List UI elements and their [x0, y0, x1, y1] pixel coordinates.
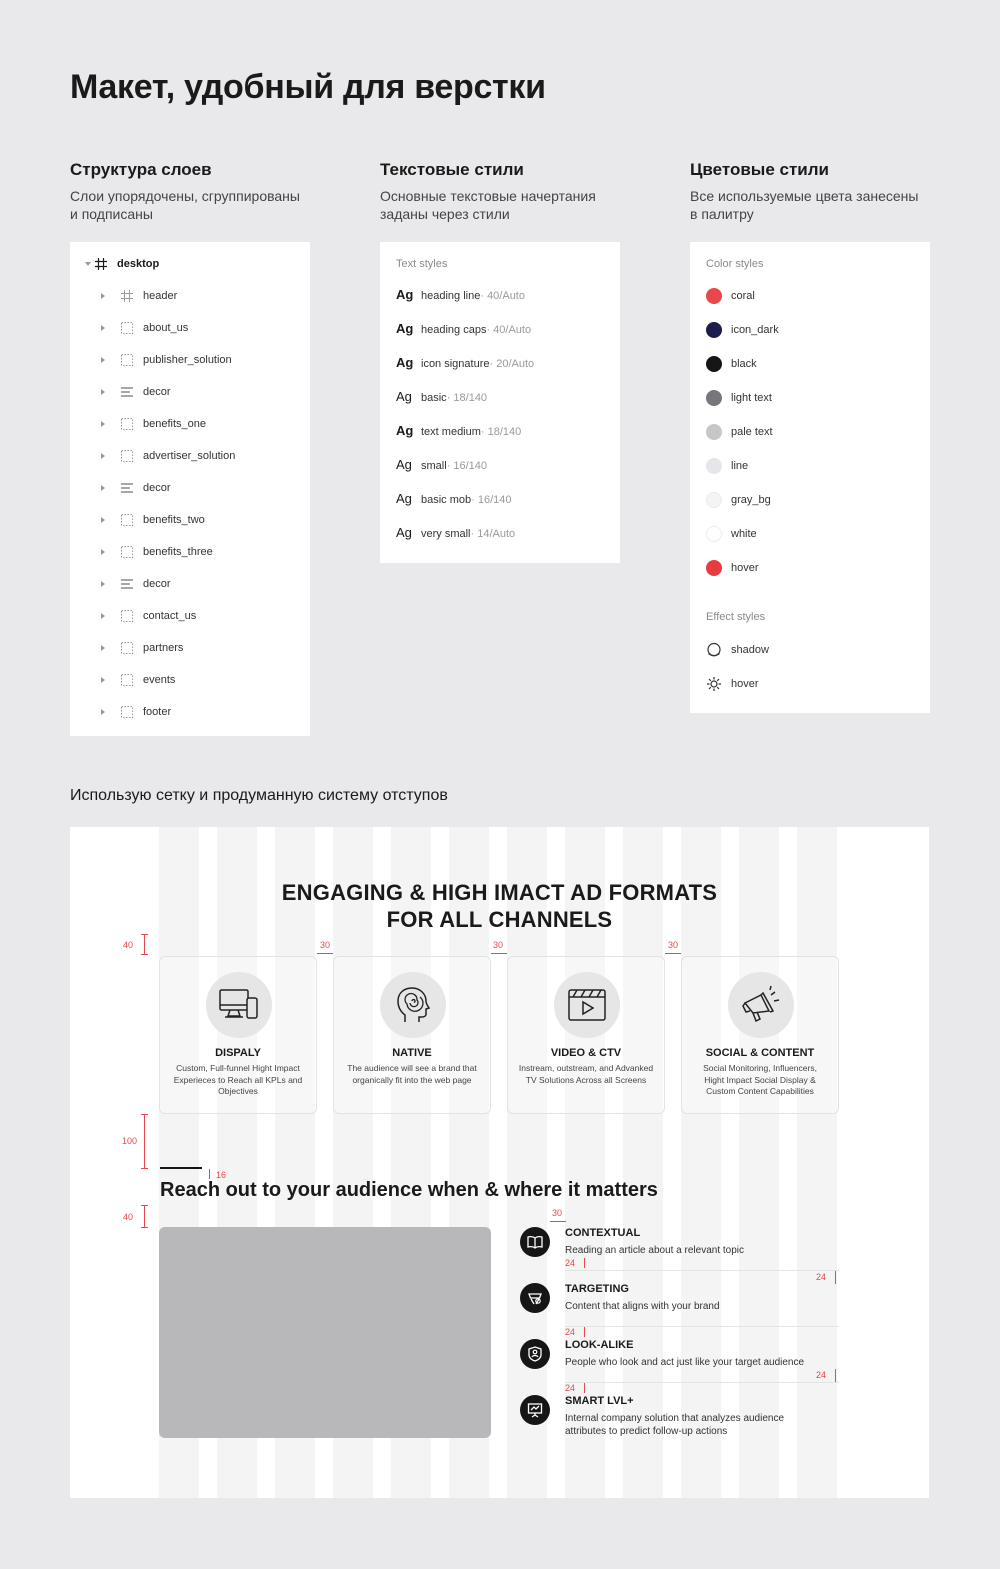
grid-section-title: Использую сетку и продуманную систему отступов — [70, 787, 448, 804]
layer-label: benefits_one — [143, 418, 206, 430]
card-description: The audience will see a brand that organically fit into the web page — [347, 1063, 477, 1085]
expand-arrow-icon[interactable] — [101, 357, 105, 363]
feature-divider — [565, 1270, 839, 1271]
ad-format-card[interactable] — [159, 956, 317, 1114]
layer-label: events — [143, 674, 176, 686]
expand-arrow-icon[interactable] — [101, 709, 105, 715]
group-icon — [121, 322, 133, 334]
color-style-item[interactable] — [706, 422, 773, 442]
feature-title: SMART LVL+ — [565, 1395, 634, 1407]
layer-label: header — [143, 290, 178, 302]
text-style-name: text medium — [421, 426, 481, 438]
sun-effect-icon — [706, 676, 722, 692]
expand-arrow-icon[interactable] — [101, 677, 105, 683]
feature-description: Content that aligns with your brand — [565, 1301, 720, 1312]
color-swatch — [706, 322, 722, 338]
text-style-item[interactable] — [396, 287, 525, 307]
section-title: Структура слоев — [70, 160, 212, 179]
section-color-styles-header — [690, 160, 930, 223]
spacing-marker — [141, 954, 148, 955]
layer-label: footer — [143, 706, 172, 718]
text-style-sample: Ag — [396, 355, 414, 370]
spacing-marker — [141, 1114, 148, 1115]
text-style-meta: · 18/140 — [480, 426, 522, 438]
spacing-label: 40 — [123, 1212, 134, 1222]
layer-label: benefits_three — [143, 546, 213, 558]
layer-label: contact_us — [143, 610, 197, 622]
spacing-marker — [209, 1169, 210, 1179]
group-icon — [121, 546, 133, 558]
text-style-meta: · 14/Auto — [470, 528, 516, 540]
gutter-marker — [665, 953, 681, 954]
spacing-marker — [141, 1168, 148, 1169]
layer-label: desktop — [117, 258, 160, 270]
color-style-name: hover — [731, 562, 759, 574]
expand-arrow-icon[interactable] — [101, 517, 105, 523]
text-style-sample: Ag — [396, 457, 412, 472]
color-swatch — [706, 560, 722, 576]
effect-style-hover[interactable] — [706, 674, 759, 694]
feature-divider — [565, 1382, 839, 1383]
layer-label: decor — [143, 578, 171, 590]
mock-reach-title: Reach out to your audience when & where it matters — [160, 1179, 658, 1201]
spacing-marker — [584, 1383, 585, 1393]
text-style-name: small — [421, 460, 447, 472]
color-swatch — [706, 526, 722, 542]
color-style-item[interactable] — [706, 354, 757, 374]
spacing-marker — [584, 1258, 585, 1268]
effect-name: shadow — [731, 644, 769, 656]
card-description: Instream, outstream, and Advanked TV Solutions Across all Screens — [518, 1063, 654, 1085]
layers-panel — [70, 242, 310, 736]
text-icon — [121, 578, 133, 590]
section-layers-header — [70, 160, 310, 223]
color-style-name: black — [731, 358, 757, 370]
color-style-name: gray_bg — [731, 494, 771, 506]
lookalike-icon — [520, 1339, 550, 1369]
gutter-label: 30 — [493, 940, 504, 950]
color-style-item[interactable] — [706, 320, 779, 340]
text-style-name: icon signature — [421, 358, 490, 370]
section-description: Слои упорядочены, сгруппированы и подписаны — [70, 188, 300, 222]
section-description: Основные текстовые начертания заданы через стили — [380, 188, 596, 222]
layer-label: advertiser_solution — [143, 450, 236, 462]
text-style-name: basic mob — [421, 494, 472, 506]
text-style-item[interactable] — [396, 457, 487, 477]
gutter-marker — [491, 953, 507, 954]
collapse-arrow-icon[interactable] — [85, 262, 91, 266]
ad-format-card[interactable] — [507, 956, 665, 1114]
spacing-label: 24 — [565, 1383, 576, 1393]
feature-title: LOOK-ALIKE — [565, 1339, 634, 1351]
text-style-meta: · 16/140 — [446, 460, 488, 472]
color-style-item[interactable] — [706, 524, 757, 544]
text-style-sample: Ag — [396, 287, 414, 302]
spacing-marker — [141, 1205, 148, 1206]
section-description: Все используемые цвета занесены в палитру — [690, 188, 919, 222]
spacing-marker — [144, 1205, 145, 1227]
book-icon — [520, 1227, 550, 1257]
text-style-meta: · 40/Auto — [480, 290, 525, 302]
frame-icon — [95, 258, 107, 270]
spacing-marker — [584, 1327, 585, 1337]
gutter-label: 30 — [320, 940, 331, 950]
text-style-meta: · 16/140 — [471, 494, 512, 506]
color-style-item[interactable] — [706, 490, 771, 510]
gutter-marker — [550, 1221, 566, 1222]
text-style-name: heading line — [421, 290, 481, 302]
color-style-item[interactable] — [706, 388, 772, 408]
color-style-item[interactable] — [706, 286, 755, 306]
text-style-item[interactable] — [396, 423, 521, 443]
text-icon — [121, 386, 133, 398]
section-text-styles-header — [380, 160, 620, 223]
panel-caption: Text styles — [396, 258, 448, 270]
color-swatch — [706, 288, 722, 304]
text-style-sample: Ag — [396, 525, 412, 540]
layer-label: decor — [143, 386, 171, 398]
spacing-marker — [141, 1227, 148, 1228]
color-swatch — [706, 390, 722, 406]
text-icon — [121, 482, 133, 494]
color-style-name: pale text — [731, 426, 773, 438]
color-style-name: white — [731, 528, 757, 540]
text-style-item[interactable] — [396, 491, 512, 511]
text-style-sample: Ag — [396, 423, 414, 438]
text-style-name: basic — [421, 392, 447, 404]
spacing-label: 24 — [565, 1258, 576, 1268]
expand-arrow-icon[interactable] — [101, 485, 105, 491]
card-title: DISPALY — [215, 1047, 261, 1059]
group-icon — [121, 642, 133, 654]
card-description: Custom, Full-funnel Hight Impact Experieces to Reach all KPLs and Objectives — [173, 1063, 303, 1096]
color-style-name: light text — [731, 392, 772, 404]
card-title: NATIVE — [392, 1047, 432, 1059]
layer-item[interactable] — [101, 702, 171, 722]
text-style-sample: Ag — [396, 491, 412, 506]
color-swatch — [706, 356, 722, 372]
color-swatch — [706, 492, 722, 508]
layer-item[interactable] — [101, 318, 188, 338]
layer-item[interactable] — [101, 638, 183, 658]
layer-root[interactable] — [85, 254, 159, 274]
feature-title: CONTEXTUAL — [565, 1227, 641, 1239]
spacing-marker — [835, 1369, 836, 1382]
spacing-marker — [144, 1114, 145, 1168]
expand-arrow-icon[interactable] — [101, 453, 105, 459]
text-style-name: very small — [421, 528, 471, 540]
feature-divider — [565, 1326, 839, 1327]
spacing-marker — [141, 934, 148, 935]
color-style-name: coral — [731, 290, 755, 302]
feature-title: TARGETING — [565, 1283, 629, 1295]
layer-item[interactable] — [101, 382, 171, 402]
layer-item[interactable] — [101, 542, 213, 562]
section-title: Текстовые стили — [380, 160, 524, 179]
layer-item[interactable] — [101, 350, 232, 370]
layer-label: benefits_two — [143, 514, 205, 526]
text-styles-panel — [380, 242, 620, 563]
group-icon — [121, 674, 133, 686]
text-style-sample: Ag — [396, 389, 412, 404]
expand-arrow-icon[interactable] — [101, 325, 105, 331]
card-description: Social Monitoring, Influencers, Hight Impact Social Display & Custom Content Capabilities — [703, 1063, 817, 1096]
feature-description: People who look and act just like your target audience — [565, 1357, 805, 1368]
color-style-item[interactable] — [706, 558, 759, 578]
page-title: Макет, удобный для верстки — [70, 68, 546, 106]
layer-label: publisher_solution — [143, 354, 232, 366]
color-swatch — [706, 458, 722, 474]
shadow-effect-icon — [706, 642, 722, 658]
spacing-label: 16 — [216, 1170, 227, 1180]
expand-arrow-icon[interactable] — [101, 581, 105, 587]
accent-line — [160, 1167, 202, 1169]
color-styles-panel — [690, 242, 930, 713]
head-spiral-icon — [380, 972, 446, 1038]
group-icon — [121, 418, 133, 430]
text-style-meta: · 20/Auto — [489, 358, 535, 370]
color-swatch — [706, 424, 722, 440]
spacing-marker — [835, 1271, 836, 1284]
effects-caption: Effect styles — [706, 611, 766, 623]
group-icon — [121, 514, 133, 526]
card-title: VIDEO & CTV — [550, 1047, 622, 1059]
layer-item[interactable] — [101, 606, 196, 626]
layer-item[interactable] — [101, 510, 205, 530]
monitor-phone-icon — [206, 972, 272, 1038]
text-style-meta: · 40/Auto — [486, 324, 532, 336]
ad-format-card[interactable] — [333, 956, 491, 1114]
layer-item[interactable] — [101, 478, 171, 498]
text-style-item[interactable] — [396, 321, 531, 341]
spacing-label: 100 — [122, 1136, 138, 1146]
group-icon — [121, 610, 133, 622]
text-style-item[interactable] — [396, 355, 534, 375]
gutter-label: 30 — [668, 940, 679, 950]
ad-format-card[interactable] — [681, 956, 839, 1114]
text-style-sample: Ag — [396, 321, 414, 336]
group-icon — [121, 354, 133, 366]
color-style-name: line — [731, 460, 749, 472]
expand-arrow-icon[interactable] — [101, 645, 105, 651]
megaphone-icon — [728, 972, 794, 1038]
expand-arrow-icon[interactable] — [101, 293, 105, 299]
layer-label: about_us — [143, 322, 189, 334]
color-style-item[interactable] — [706, 456, 748, 476]
presentation-icon — [520, 1395, 550, 1425]
expand-arrow-icon[interactable] — [101, 613, 105, 619]
text-style-meta: · 18/140 — [446, 392, 488, 404]
panel-caption: Color styles — [706, 258, 764, 270]
gutter-label: 30 — [552, 1208, 563, 1218]
layer-item[interactable] — [101, 446, 235, 466]
expand-arrow-icon[interactable] — [101, 389, 105, 395]
layer-item[interactable] — [101, 286, 177, 306]
group-icon — [121, 706, 133, 718]
frame-icon — [121, 290, 133, 302]
text-style-item[interactable] — [396, 389, 487, 409]
feature-description: Internal company solution that analyzes audience attributes to predict follow-up actions — [565, 1413, 785, 1437]
group-icon — [121, 450, 133, 462]
spacing-label: 24 — [565, 1327, 576, 1337]
section-title: Цветовые стили — [690, 160, 829, 179]
layer-label: decor — [143, 482, 171, 494]
mock-section-title: ENGAGING & HIGH IMACT AD FORMATS FOR ALL CHANNELS — [281, 880, 718, 932]
spacing-label: 24 — [816, 1370, 827, 1380]
layer-label: partners — [143, 642, 184, 654]
spacing-marker — [144, 934, 145, 954]
spacing-label: 24 — [816, 1272, 827, 1282]
expand-arrow-icon[interactable] — [101, 549, 105, 555]
text-style-name: heading caps — [421, 324, 487, 336]
effect-style-shadow[interactable] — [706, 640, 769, 660]
image-placeholder — [159, 1227, 491, 1438]
color-style-name: icon_dark — [731, 324, 779, 336]
feature-description: Reading an article about a relevant topic — [565, 1245, 745, 1256]
text-style-item[interactable] — [396, 525, 515, 545]
card-title: SOCIAL & CONTENT — [705, 1047, 815, 1059]
layer-item[interactable] — [101, 670, 175, 690]
video-clapper-icon — [554, 972, 620, 1038]
effect-name: hover — [731, 678, 759, 690]
layer-item[interactable] — [101, 414, 206, 434]
expand-arrow-icon[interactable] — [101, 421, 105, 427]
layer-item[interactable] — [101, 574, 171, 594]
spacing-label: 40 — [123, 940, 134, 950]
layout-grid-preview — [70, 827, 929, 1498]
gutter-marker — [317, 953, 333, 954]
target-icon — [520, 1283, 550, 1313]
